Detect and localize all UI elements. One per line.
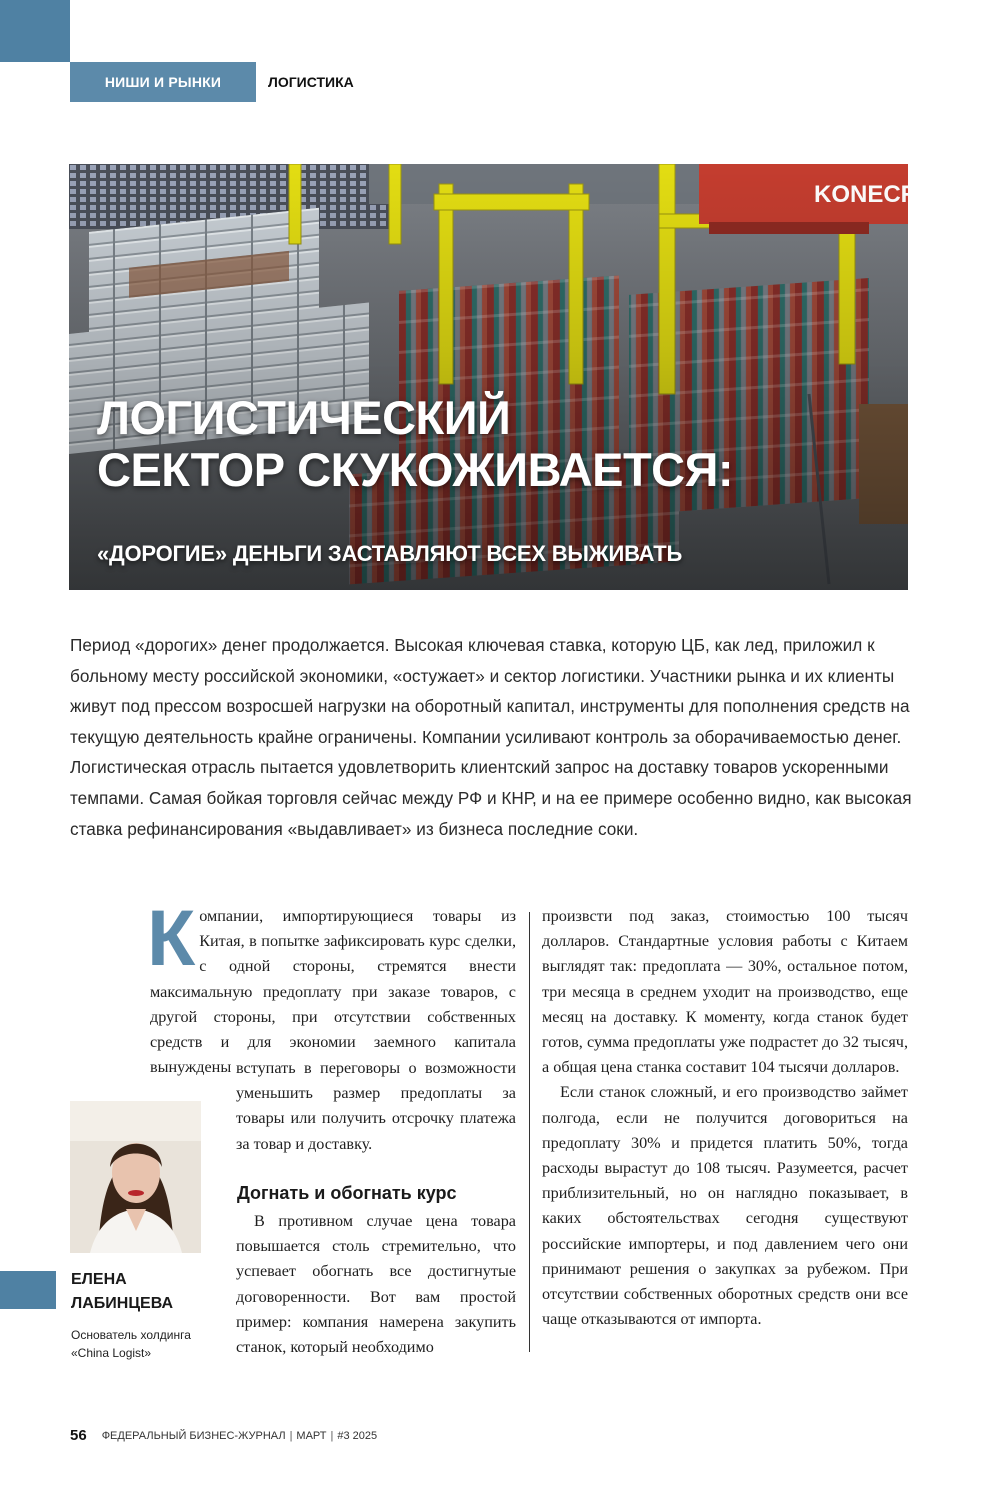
paragraph-3: Если станок сложный, и его производство займет полгода, если не получится договориться на предоплату 30% и придется платить 50%, тогда расходы вырастут до 108 тысяч. Разумеется, расчет приблизительный, но он наглядно показывает, в каких обстоятельствах сегодня существуют российские импортеры, и под давлением чего они принимают решения о закупках за рубежом. При отсутствии собственных оборотных средств они все чаще отказываются от импорта. <box>542 1083 908 1329</box>
rubric-label[interactable]: НИШИ И РЫНКИ <box>70 62 256 102</box>
author-accent-bar <box>0 1271 56 1309</box>
magazine-name: ФЕДЕРАЛЬНЫЙ БИЗНЕС-ЖУРНАЛ <box>101 1429 286 1442</box>
author-name <box>71 1268 173 1316</box>
author-role-line-1: Основатель холдинга <box>71 1328 191 1342</box>
author-role-line-2: «China Logist» <box>71 1346 152 1360</box>
article-column-1-bottom <box>236 1209 516 1360</box>
paragraph-1-part-2: вступать в переговоры о возможности уменьшить размер предоплаты за товары или получить отсрочку платежа за товар и доставку. <box>236 1059 516 1153</box>
issue-month: МАРТ <box>296 1429 327 1442</box>
drop-cap: К <box>147 893 196 982</box>
article-subheading: Догнать и обогнать курс <box>237 1183 457 1203</box>
title-line-2: СЕКТОР СКУКОЖИВАЕТСЯ: <box>97 443 734 496</box>
paragraph-2-part-1: В противном случае цена товара повышается столь стремительно, что успевает обогнать все достигнутые договоренности. Вот вам простой пример: компания намерена закупить станок, который необходимо <box>236 1212 516 1357</box>
article-title <box>97 392 733 496</box>
author-photo <box>70 1101 201 1253</box>
title-line-1: ЛОГИСТИЧЕСКИЙ <box>97 391 511 444</box>
lead-text: Период «дорогих» денег продолжается. Высокая ключевая ставка, которую ЦБ, как лед, приложил к больному месту российской экономики, «остужает» и сектор логистики. Участники рынка и их клиенты живут под прессом возросшей нагрузки на оборотный капитал, инструменты для пополнения средств на текущую деятельность крайне ограничены. Компании усиливают контроль за оборачиваемостью денег. Логистическая отрасль пытается удовлетворить клиентский запрос на доставку товаров ускоренными темпами. Самая бойкая торговля сейчас между РФ и КНР, и на ее примере особенно видно, как высокая ставка рефинансирования «выдавливает» из бизнеса последние соки. <box>70 635 912 839</box>
article-column-1-middle <box>236 1056 516 1157</box>
author-portrait <box>70 1101 201 1253</box>
corner-accent-block <box>0 0 70 62</box>
lead-paragraph <box>70 630 920 844</box>
section-label: ЛОГИСТИКА <box>268 74 354 90</box>
paragraph-1-part-1: омпании, импортирующиеся товары из Китая, в попытке зафиксировать курс сделки, с одной стороны, стремятся внести максимальную предоплату при заказе товаров, с другой стороны, при отсутствии собственных средств и для экономии заемного капитала вынуждены <box>150 907 516 1077</box>
issue-number: #3 2025 <box>337 1429 378 1442</box>
article-column-1-top <box>147 893 516 1080</box>
column-divider <box>529 912 530 1352</box>
author-last-name: ЛАБИНЦЕВА <box>71 1295 174 1312</box>
paragraph-2-part-2: произвсти под заказ, стоимостью 100 тысяч долларов. Стандартные условия работы с Китаем выглядят так: предоплата — 30%, остальное потом, три месяца в среднем уходит на производство, еще месяц на доставку. К моменту, когда станок будет готов, сумма предоплаты уже подрастет до 32 тысяч, а общая цена станка составит 104 тысячи долларов. <box>542 907 908 1077</box>
hero-image <box>69 164 908 590</box>
page-footer: 56 ФЕДЕРАЛЬНЫЙ БИЗНЕС-ЖУРНАЛ | МАРТ | #3 2025 <box>70 1427 378 1444</box>
author-first-name: ЕЛЕНА <box>71 1271 127 1288</box>
container-port-photo <box>69 164 908 590</box>
article-subtitle: «ДОРОГИЕ» ДЕНЬГИ ЗАСТАВЛЯЮТ ВСЕХ ВЫЖИВАТЬ <box>97 541 683 566</box>
page-number: 56 <box>70 1427 87 1444</box>
author-role <box>71 1326 191 1362</box>
article-column-2 <box>542 904 908 1332</box>
